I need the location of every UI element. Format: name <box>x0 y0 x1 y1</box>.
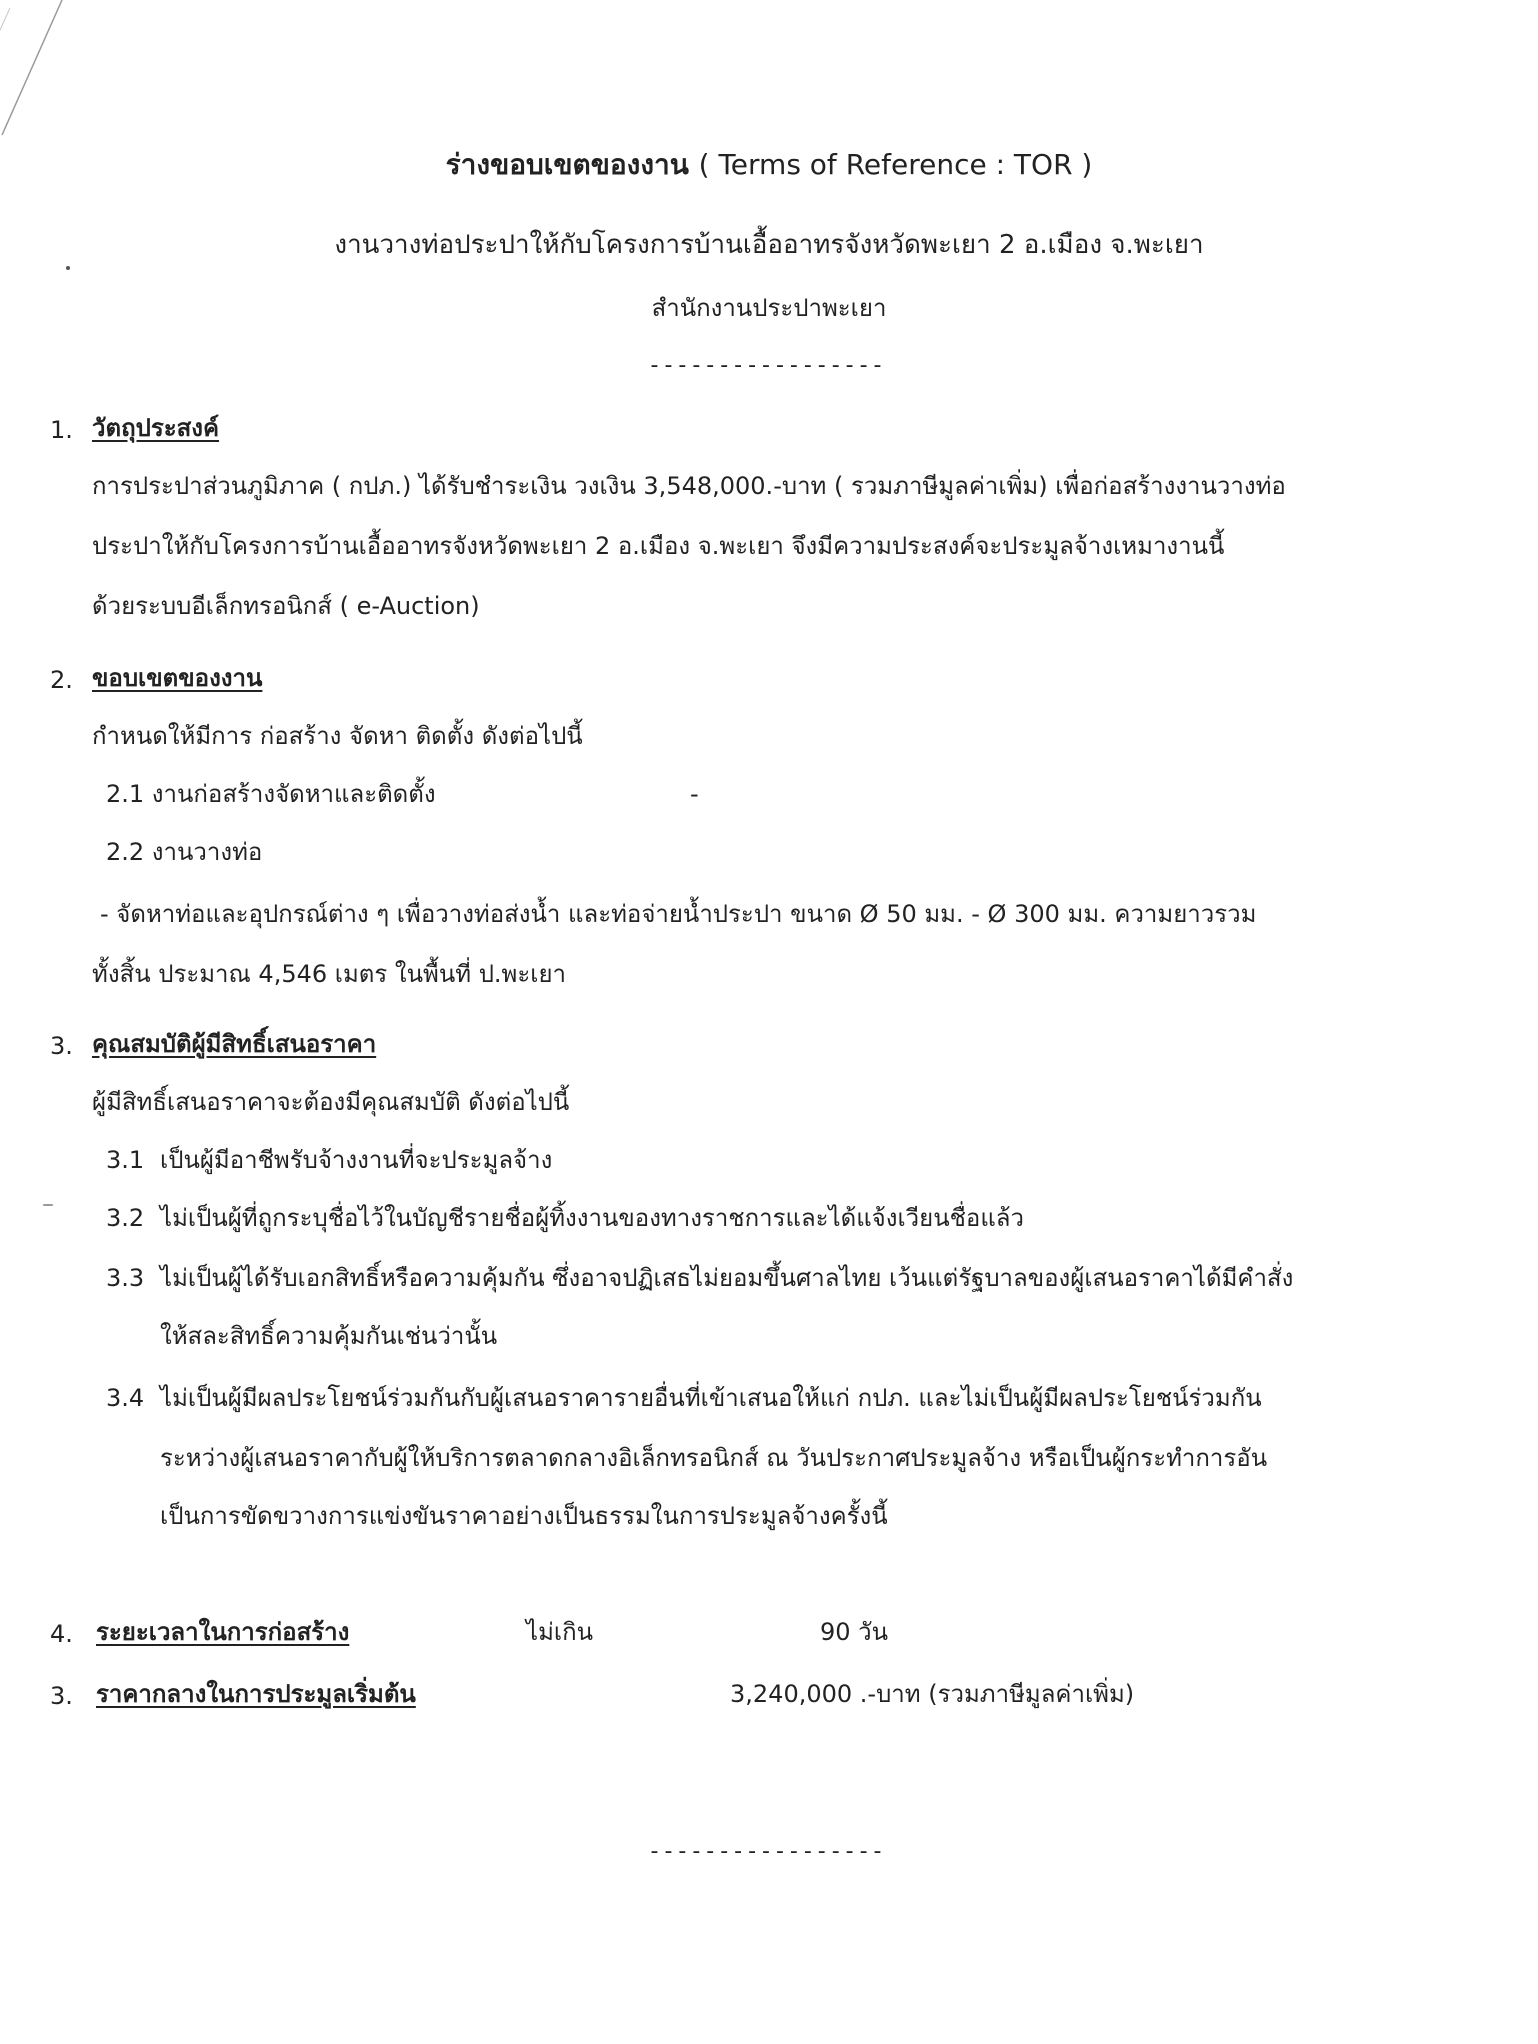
section3-item-text: ไม่เป็นผู้ที่ถูกระบุชื่อไว้ในบัญชีรายชื่อผู้ทิ้งงานของทางราชการและได้แจ้งเวียนชื่อแล้ว <box>160 1204 1024 1232</box>
section1-line-2: ประปาให้กับโครงการบ้านเอื้ออาทรจังหวัดพะเยา 2 อ.เมือง จ.พะเยา จึงมีความประสงค์จะประมูลจ้างเหมางานนี้ <box>92 532 1225 560</box>
section1-number: 1. <box>50 416 73 444</box>
section3-item-number: 3.3 <box>106 1264 145 1292</box>
section3-item-text: ระหว่างผู้เสนอราคากับผู้ให้บริการตลาดกลางอิเล็กทรอนิกส์ ณ วันประกาศประมูลจ้าง หรือเป็นผู้กระทำการอัน <box>160 1444 1268 1472</box>
section5-number: 3. <box>50 1682 73 1710</box>
document-title <box>0 146 1538 184</box>
scan-speck <box>66 266 70 270</box>
section4-value: 90 วัน <box>820 1618 889 1646</box>
section3-item-number: 3.1 <box>106 1146 145 1174</box>
section2-number: 2. <box>50 666 73 694</box>
section3-item-number: 3.2 <box>106 1204 145 1232</box>
section5-value: 3,240,000 .-บาท (รวมภาษีมูลค่าเพิ่ม) <box>730 1680 1135 1708</box>
section2-detail-2: ทั้งสิ้น ประมาณ 4,546 เมตร ในพื้นที่ ป.พะเยา <box>92 960 567 988</box>
section1-line-1: การประปาส่วนภูมิภาค ( กปภ.) ได้รับชำระเงิน วงเงิน 3,548,000.-บาท ( รวมภาษีมูลค่าเพิ่ม) เพื่อก่อสร้างงานวางท่อ <box>92 472 1286 500</box>
document-subtitle: งานวางท่อประปาให้กับโครงการบ้านเอื้ออาทรจังหวัดพะเยา 2 อ.เมือง จ.พะเยา <box>334 230 1204 260</box>
section1-line-3: ด้วยระบบอีเล็กทรอนิกส์ ( e-Auction) <box>92 592 480 620</box>
section4-number: 4. <box>50 1620 73 1648</box>
section4-heading: ระยะเวลาในการก่อสร้าง <box>96 1618 350 1646</box>
section3-item-number: 3.4 <box>106 1384 145 1412</box>
section2-item-2-1: 2.1 งานก่อสร้างจัดหาและติดตั้ง <box>106 780 436 808</box>
section1-heading: วัตถุประสงค์ <box>92 414 220 442</box>
section4-limit: ไม่เกิน <box>526 1618 594 1646</box>
section3-item-text: ให้สละสิทธิ์ความคุ้มกันเช่นว่านั้น <box>160 1322 498 1350</box>
section2-detail-1: - จัดหาท่อและอุปกรณ์ต่าง ๆ เพื่อวางท่อส่งน้ำ และท่อจ่ายน้ำประปา ขนาด Ø 50 มม. - Ø 300 มม. ความยาวรวม <box>100 900 1257 928</box>
section2-item-2-2: 2.2 งานวางท่อ <box>106 838 263 866</box>
section3-heading: คุณสมบัติผู้มีสิทธิ์เสนอราคา <box>92 1030 377 1058</box>
section5-heading: ราคากลางในการประมูลเริ่มต้น <box>96 1680 416 1708</box>
section2-intro: กำหนดให้มีการ ก่อสร้าง จัดหา ติดตั้ง ดังต่อไปนี้ <box>92 722 583 750</box>
section3-item-text: เป็นผู้มีอาชีพรับจ้างงานที่จะประมูลจ้าง <box>160 1146 553 1174</box>
section3-number: 3. <box>50 1032 73 1060</box>
header-divider: ----------------- <box>650 353 888 378</box>
section3-intro: ผู้มีสิทธิ์เสนอราคาจะต้องมีคุณสมบัติ ดังต่อไปนี้ <box>92 1088 570 1116</box>
section3-item-text: ไม่เป็นผู้มีผลประโยชน์ร่วมกันกับผู้เสนอราคารายอื่นที่เข้าเสนอให้แก่ กปภ. และไม่เป็นผู้มีผลประโยชน์ร่วมกัน <box>160 1384 1262 1412</box>
office-name: สำนักงานประปาพะเยา <box>651 294 887 322</box>
footer-divider: ----------------- <box>650 1839 888 1864</box>
title-thai: ร่างขอบเขตของงาน <box>445 148 689 181</box>
title-english: ( Terms of Reference : TOR ) <box>698 148 1093 181</box>
section2-heading: ขอบเขตของงาน <box>92 664 263 692</box>
section2-item-2-1-dash: - <box>690 780 699 808</box>
scan-speck <box>43 1204 53 1206</box>
section3-item-text: ไม่เป็นผู้ได้รับเอกสิทธิ์หรือความคุ้มกัน ซึ่งอาจปฏิเสธไม่ยอมขึ้นศาลไทย เว้นแต่รัฐบาลของผู้เสนอราคาได้มีคำสั่ง <box>160 1264 1294 1292</box>
section3-item-text: เป็นการขัดขวางการแข่งขันราคาอย่างเป็นธรรมในการประมูลจ้างครั้งนี้ <box>160 1502 888 1530</box>
